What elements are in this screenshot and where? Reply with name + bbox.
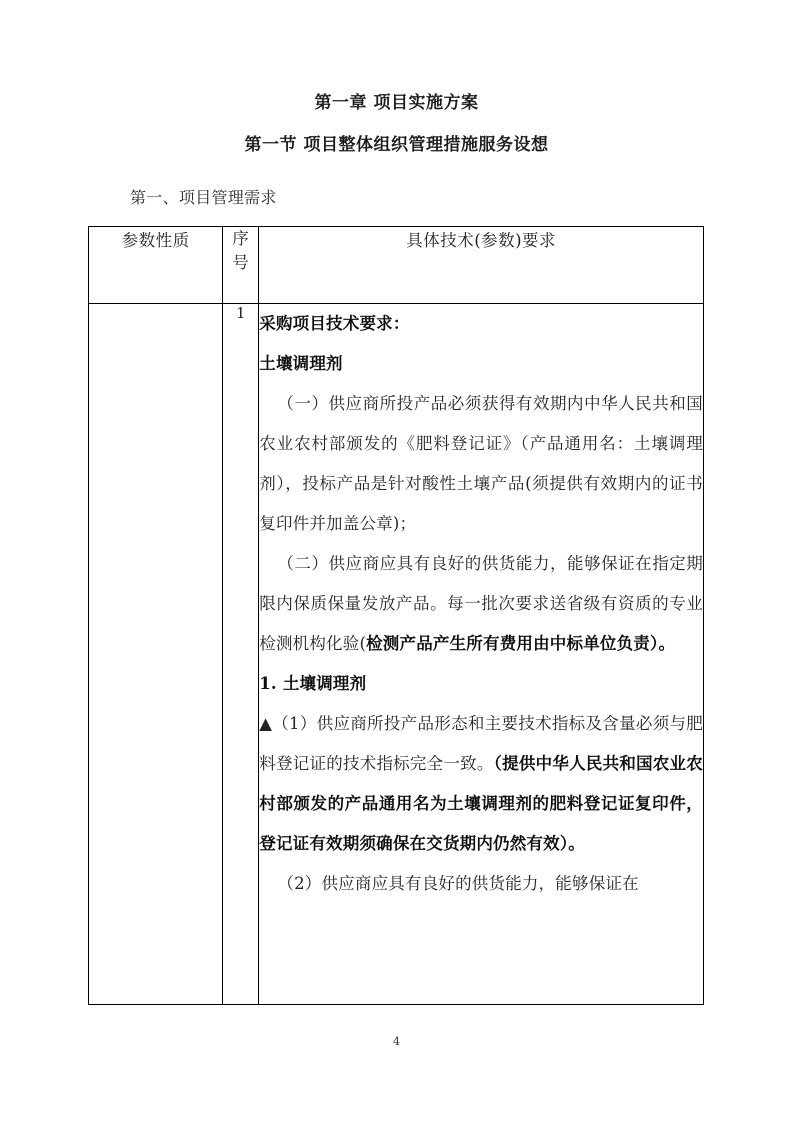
para-item1-sub1-bold: （提供中华人民共和国农业农村部颁发的产品通用名为土壤调理剂的肥料登记证复印件，登记证有效期须确保在交货期内仍然有效）。 — [259, 754, 703, 853]
header-index — [223, 227, 259, 304]
para-clause-two-bold: 检测产品产生所有费用由中标单位负责）。 — [366, 634, 676, 653]
para-item1-sub1 — [259, 704, 703, 864]
specification-table — [88, 226, 704, 1005]
para-item1-title: 1. 土壤调理剂 — [259, 674, 367, 693]
para-purchase-requirements-title: 采购项目技术要求： — [259, 314, 410, 333]
para-clause-one: （一）供应商所投产品必须获得有效期内中华人民共和国农业农村部颁发的《肥料登记证》（产品通用名：土壤调理剂），投标产品是针对酸性土壤产品(须提供有效期内的证书复印件并加盖公章)； — [259, 394, 703, 533]
header-technical-requirements: 具体技术(参数)要求 — [259, 227, 704, 304]
table-header-row — [89, 227, 704, 304]
table-row — [89, 304, 704, 1005]
cell-index: 1 — [223, 304, 259, 1005]
cell-parameter-nature — [89, 304, 223, 1005]
para-soil-conditioner-title: 土壤调理剂 — [259, 354, 343, 373]
page-number: 4 — [393, 1035, 400, 1048]
sub-heading: 第一、项目管理需求 — [130, 188, 277, 207]
header-index-line1: 序 — [232, 229, 250, 248]
triangle-marker-icon: ▲ — [259, 714, 273, 733]
cell-technical-requirements — [259, 304, 704, 1005]
header-parameter-nature: 参数性质 — [89, 227, 223, 304]
para-item1-sub2: （2）供应商应具有良好的供货能力，能够保证在 — [277, 874, 639, 893]
header-index-line2: 号 — [232, 253, 250, 272]
para-item1-sub1-plain: （1）供应商所投产品形态和主要技术指标及含量必须与肥料登记证的技术指标完全一致。 — [259, 714, 704, 773]
chapter-title: 第一章 项目实施方案 — [314, 93, 479, 113]
para-clause-two — [259, 544, 703, 664]
section-title: 第一节 项目整体组织管理措施服务设想 — [244, 135, 549, 155]
para-clause-two-plain: （二）供应商应具有良好的供货能力，能够保证在指定期限内保质保量发放产品。每一批次要求送省级有资质的专业检测机构化验( — [259, 554, 703, 653]
